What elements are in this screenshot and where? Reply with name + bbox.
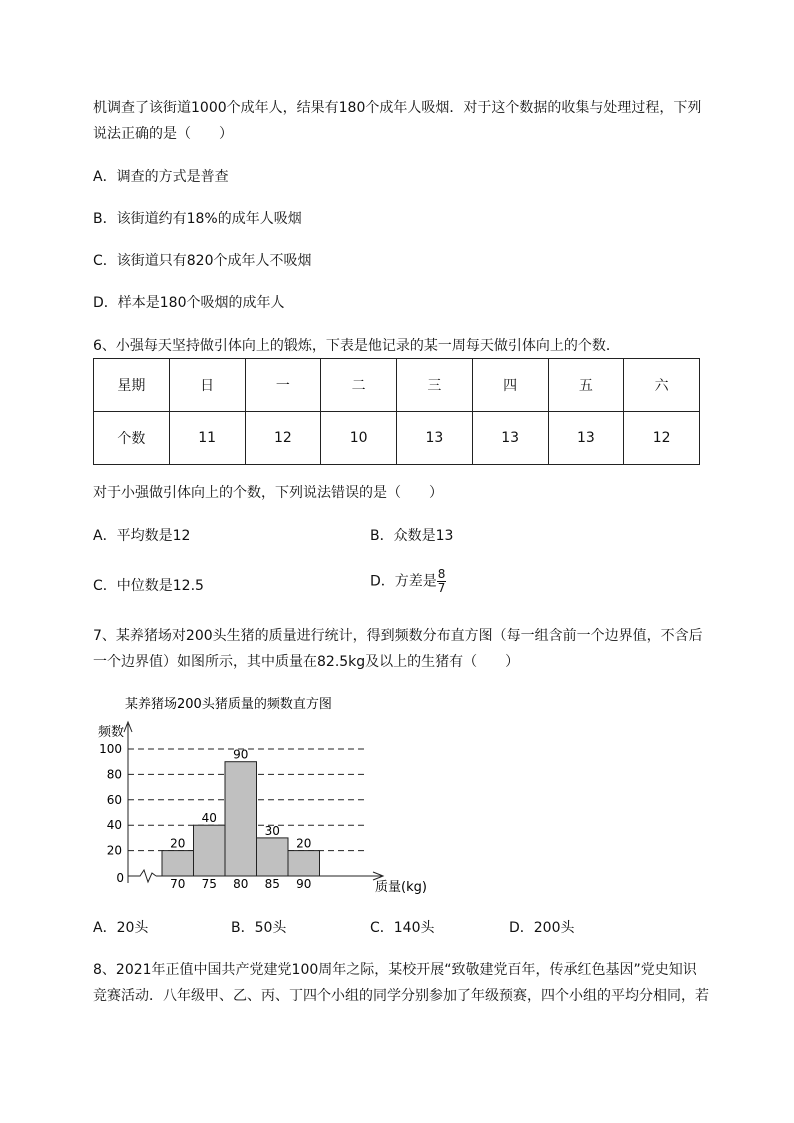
table-cell: 二 [321, 359, 397, 412]
table-cell: 日 [169, 359, 245, 412]
x-tick-label: 75 [201, 877, 217, 891]
table-cell: 个数 [94, 412, 170, 465]
q7-stem-line2: 一个边界值）如图所示，其中质量在82.5kg及以上的生猪有（ ） [93, 654, 520, 670]
table-cell: 六 [624, 359, 700, 412]
table-cell: 一 [245, 359, 321, 412]
q5-option-b: B．该街道约有18%的成年人吸烟 [93, 211, 302, 227]
table-cell: 13 [397, 412, 473, 465]
table-cell: 五 [548, 359, 624, 412]
q6-option-a: A．平均数是12 [93, 528, 191, 544]
x-axis-label: 质量(kg) [375, 880, 427, 895]
q7-option-a: A．20头 [93, 920, 149, 936]
y-axis-label: 频数 [98, 725, 125, 740]
y-tick-label: 20 [106, 843, 122, 858]
q6-option-d-prefix: D．方差是 [370, 573, 437, 590]
axis-break-mark [128, 870, 156, 882]
table-cell: 13 [548, 412, 624, 465]
bar-value-label: 20 [296, 836, 312, 851]
y-tick-label: 60 [106, 792, 122, 807]
table-cell: 11 [169, 412, 245, 465]
q6-stem: 6、小强每天坚持做引体向上的锻炼，下表是他记录的某一周每天做引体向上的个数． [93, 338, 620, 354]
table-cell: 12 [245, 412, 321, 465]
fraction-denominator: 7 [437, 581, 446, 595]
q7-option-c: C．140头 [370, 920, 435, 936]
bar-value-label: 90 [233, 747, 249, 762]
q5-option-d: D．样本是180个吸烟的成年人 [93, 295, 285, 311]
q5-stem-line1: 机调查了该街道1000个成年人，结果有180个成年人吸烟．对于这个数据的收集与处理过程，下列 [93, 100, 702, 116]
chart-title: 某养猪场200头猪质量的频数直方图 [125, 697, 332, 712]
table-row [94, 412, 700, 465]
table-cell: 10 [321, 412, 397, 465]
histogram-bar [162, 851, 194, 876]
q7-stem-line1: 7、某养猪场对200头生猪的质量进行统计，得到频数分布直方图（每一组含前一个边界值，不含后 [93, 628, 703, 644]
weekly-pullup-table [93, 358, 700, 465]
bar-value-label: 40 [201, 811, 217, 826]
q5-option-a: A．调查的方式是普查 [93, 169, 229, 185]
histogram-bar [194, 825, 226, 876]
x-tick-label: 80 [233, 877, 249, 891]
table-cell: 13 [472, 412, 548, 465]
x-tick-label: 70 [170, 877, 186, 891]
q6-question: 对于小强做引体向上的个数，下列说法错误的是（ ） [93, 485, 443, 501]
q6-option-b: B．众数是13 [370, 528, 454, 544]
y-tick-label: 40 [106, 818, 122, 833]
q6-option-d [370, 568, 446, 595]
bar-value-label: 20 [170, 836, 186, 851]
table-cell: 12 [624, 412, 700, 465]
bars [162, 762, 320, 876]
q8-stem-line2: 竞赛活动．八年级甲、乙、丙、丁四个小组的同学分别参加了年级预赛，四个小组的平均分相同，若 [93, 988, 709, 1004]
q5-stem-line2: 说法正确的是（ ） [93, 126, 233, 142]
histogram-bar [225, 762, 257, 876]
table-cell: 星期 [94, 359, 170, 412]
bar-value-label: 30 [264, 823, 280, 838]
table-header-row [94, 359, 700, 412]
q8-stem-line1: 8、2021年正值中国共产党建党100周年之际，某校开展“致敬建党百年，传承红色基因”党史知识 [93, 962, 697, 978]
q7-option-b: B．50头 [231, 920, 287, 936]
fraction-numerator: 8 [437, 567, 446, 581]
variance-fraction [437, 568, 447, 595]
y-tick-label: 80 [106, 767, 122, 782]
table-cell: 三 [397, 359, 473, 412]
q5-option-c: C．该街道只有820个成年人不吸烟 [93, 253, 312, 269]
q7-option-d: D．200头 [509, 920, 575, 936]
x-tick-label: 85 [264, 877, 280, 891]
table-cell: 四 [472, 359, 548, 412]
frequency-histogram [80, 690, 440, 900]
y-tick-label: 0 [116, 871, 124, 885]
x-tick-label: 90 [296, 877, 312, 891]
q6-option-c: C．中位数是12.5 [93, 578, 204, 594]
y-tick-label: 100 [99, 742, 122, 756]
histogram-bar [257, 838, 289, 876]
histogram-bar [288, 851, 320, 876]
